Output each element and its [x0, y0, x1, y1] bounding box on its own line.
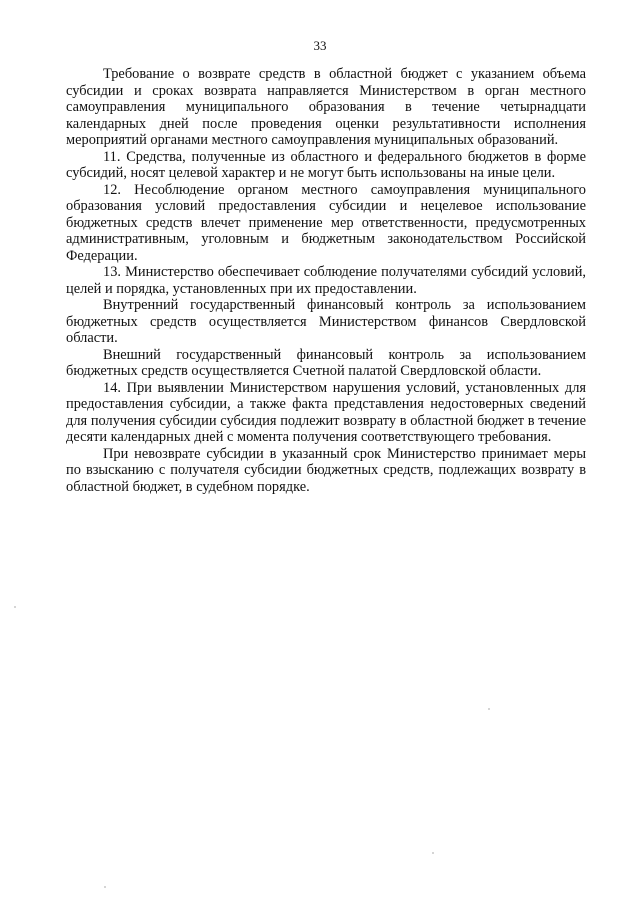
paragraph-external-control: Внешний государственный финансовый контроль за использованием бюджетных средств осуществляется Счетной палатой Свердловской области.: [66, 346, 586, 379]
scan-speck: [14, 606, 16, 608]
paragraph-non-return: При невозврате субсидии в указанный срок Министерство принимает меры по взысканию с получателя субсидии бюджетных средств, подлежащих возврату в областной бюджет, в судебном порядке.: [66, 445, 586, 495]
paragraph-internal-control: Внутренний государственный финансовый контроль за использованием бюджетных средств осуществляется Министерством финансов Свердловской области.: [66, 297, 586, 346]
paragraph-item-11: 11. Средства, полученные из областного и федерального бюджетов в форме субсидий, носят целевой характер и не могут быть использованы на иные цели.: [66, 148, 586, 181]
paragraph-item-12: 12. Несоблюдение органом местного самоуправления муниципального образования условий предоставления субсидии и нецелевое использование бюджетных средств влечет применение мер ответственности, предусмотренных административным, уголовным и бюджетным законодательством Российской Федерации.: [66, 181, 586, 264]
document-body: [66, 66, 586, 495]
scan-speck: [488, 708, 490, 710]
scan-speck: [432, 852, 434, 854]
paragraph-refund-demand: Требование о возврате средств в областной бюджет с указанием объема субсидии и сроках возврата направляется Министерством в орган местного самоуправления муниципального образования в течение четырнадцати календарных дней после проведения оценки результативности исполнения мероприятий органами местного самоуправления муниципальных образований.: [66, 66, 586, 148]
paragraph-item-13: 13. Министерство обеспечивает соблюдение получателями субсидий условий, целей и порядка, установленных при их предоставлении.: [66, 264, 586, 297]
scan-speck: [104, 886, 106, 888]
page-number: 33: [313, 38, 327, 53]
paragraph-item-14: 14. При выявлении Министерством нарушения условий, установленных для предоставления субсидии, а также факта представления недостоверных сведений для получения субсидии субсидия подлежит возврату в областной бюджет в течение десяти календарных дней с момента получения соответствующего требования.: [66, 379, 586, 445]
